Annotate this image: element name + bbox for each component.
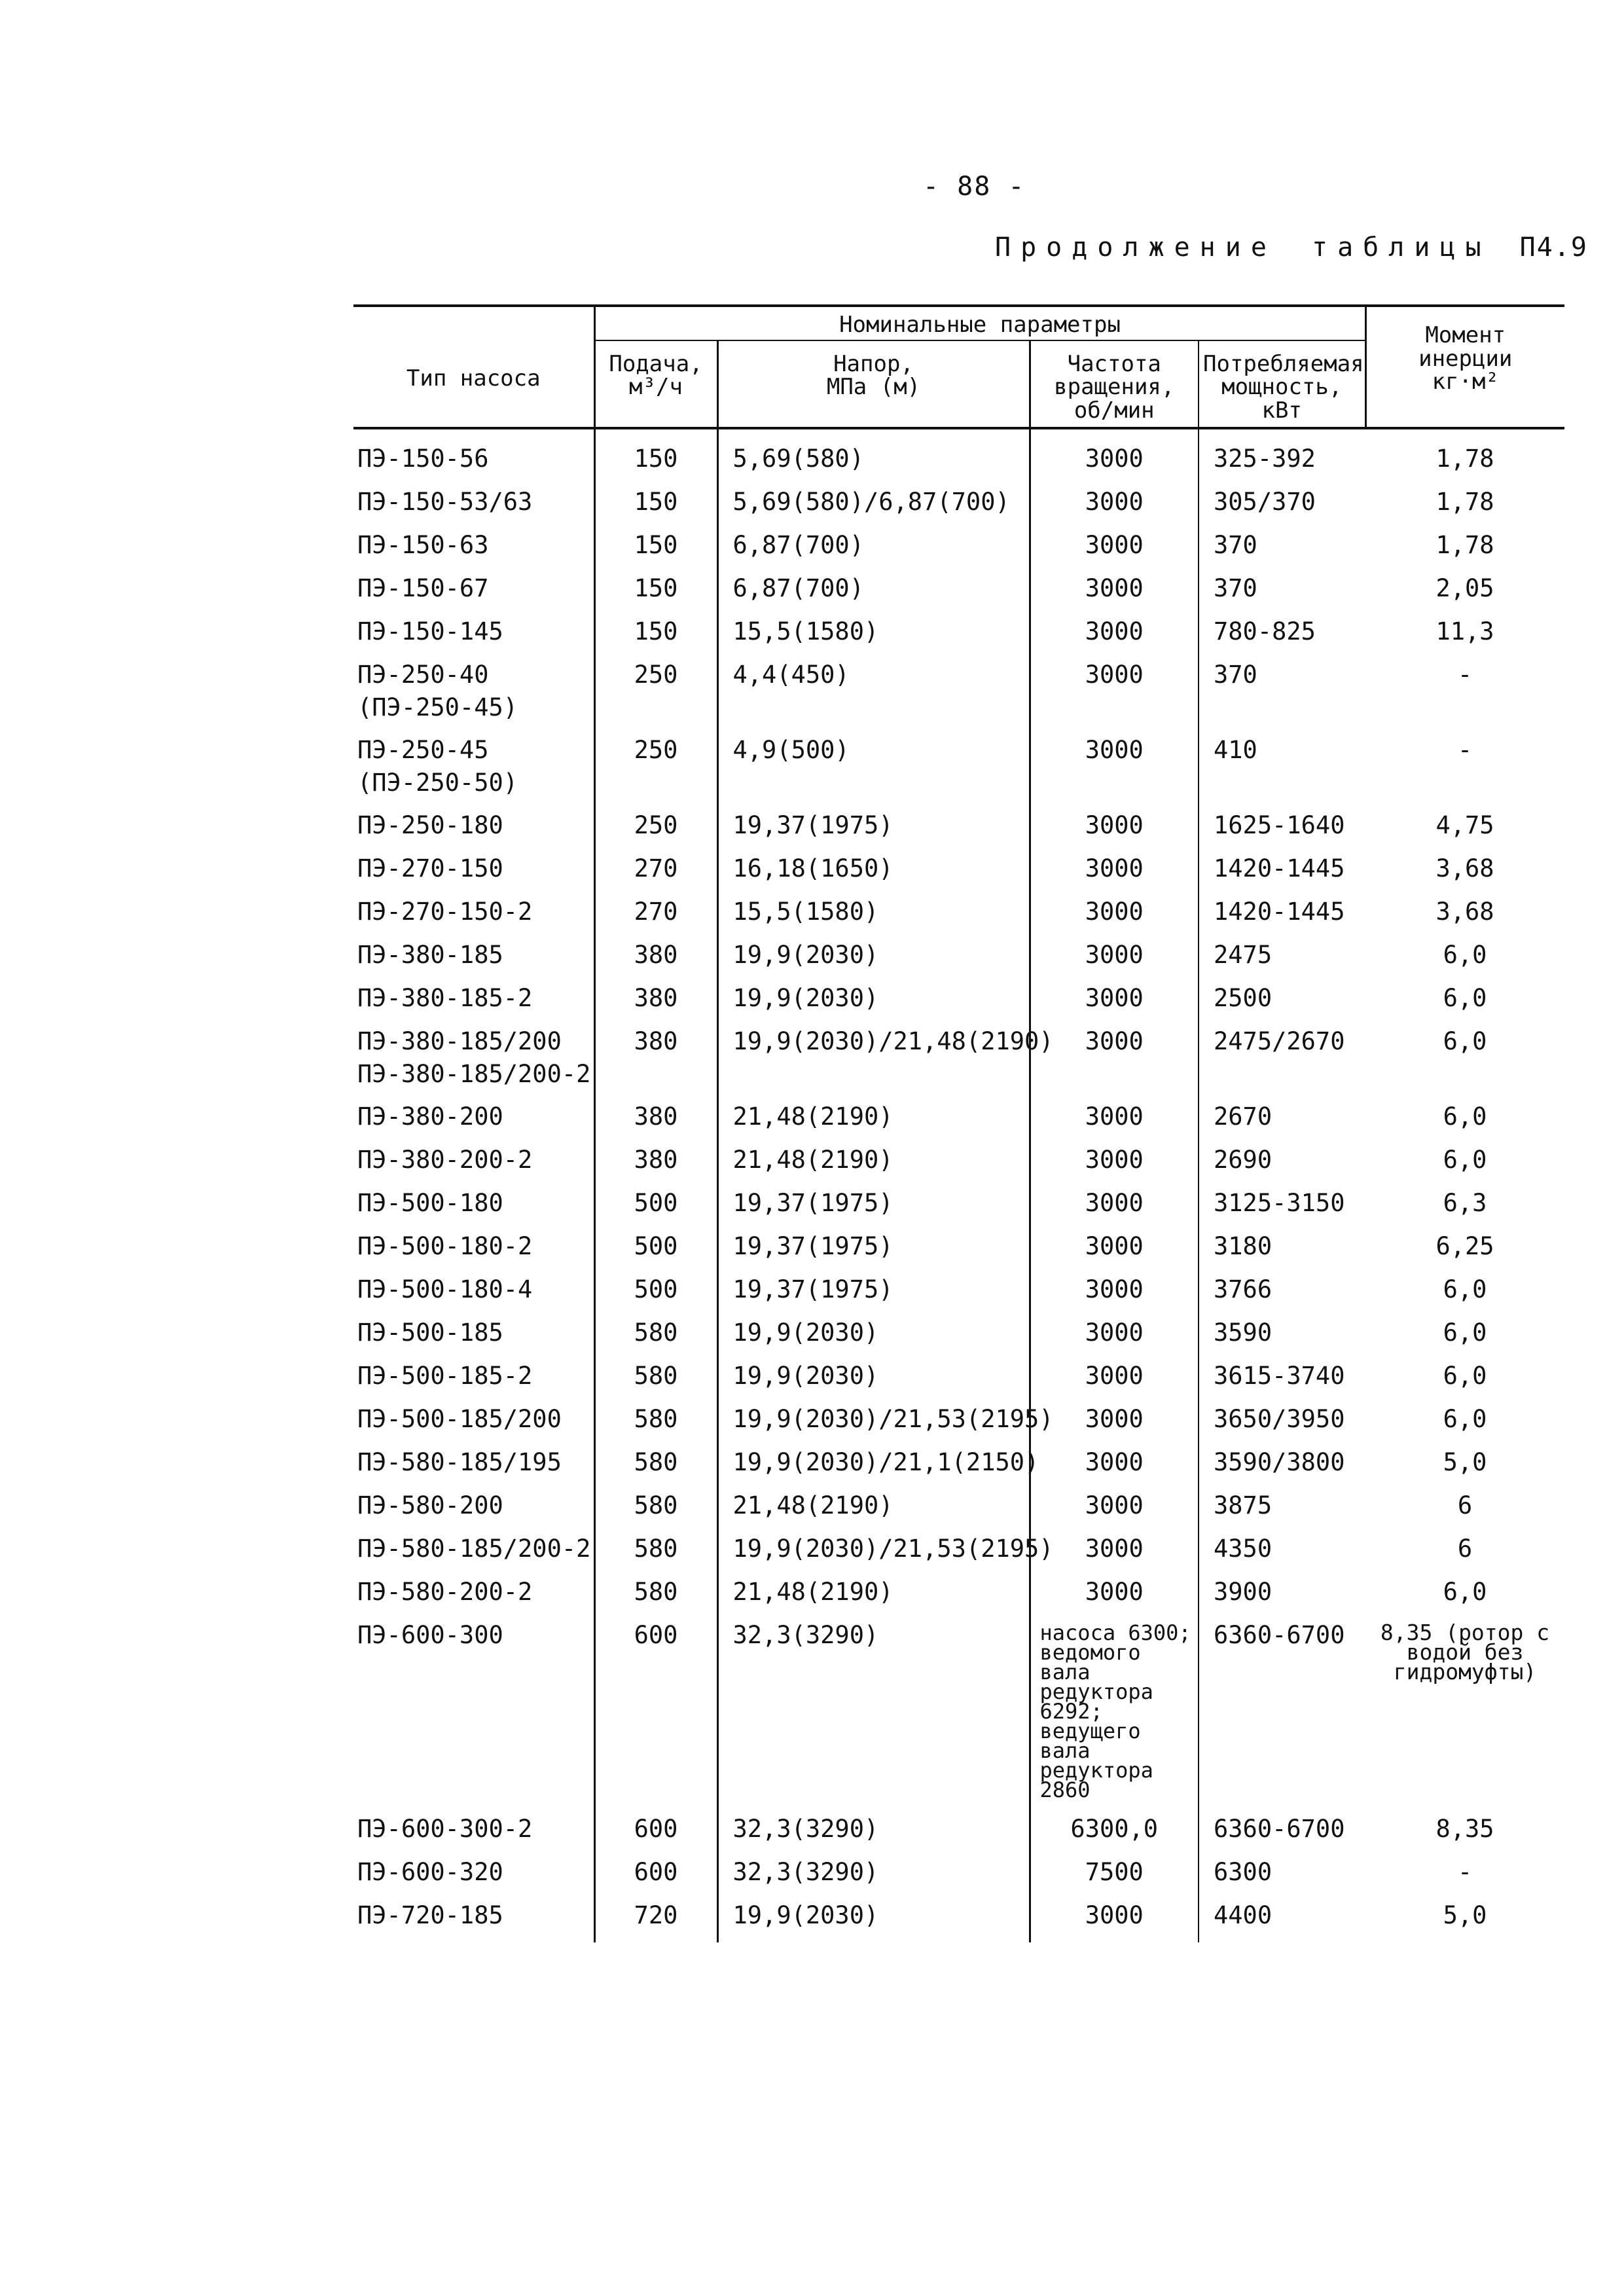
cell-speed: 3000 bbox=[1030, 982, 1199, 1025]
cell-head: 19,9(2030) bbox=[717, 939, 1030, 982]
cell-inertia: - bbox=[1457, 660, 1473, 689]
pump-type-name: ПЭ-600-300-2 bbox=[357, 1814, 533, 1843]
cell-pump-type bbox=[353, 939, 594, 982]
cell-pump-type bbox=[353, 572, 594, 615]
cell-power: 370 bbox=[1214, 573, 1257, 602]
table-row bbox=[353, 1856, 1564, 1899]
cell-head: 19,37(1975) bbox=[717, 1230, 1030, 1273]
cell-pump-type bbox=[353, 486, 594, 529]
cell-speed: насоса 6300; ведомого вала редуктора 6292; ведущего вала редуктора 2860 bbox=[1030, 1619, 1199, 1813]
cell-flow: 150 bbox=[594, 615, 717, 659]
cell-flow: 580 bbox=[594, 1489, 717, 1533]
cell-power: 1420-1445 bbox=[1214, 897, 1345, 926]
pump-type-name: ПЭ-270-150-2 bbox=[357, 897, 533, 926]
cell-power: 6300 bbox=[1214, 1857, 1272, 1886]
cell-inertia: - bbox=[1457, 1857, 1473, 1886]
cell-head: 19,37(1975) bbox=[717, 1187, 1030, 1230]
cell-inertia: 6,25 bbox=[1435, 1231, 1494, 1260]
cell-head: 4,9(500) bbox=[717, 734, 1030, 809]
cell-flow: 580 bbox=[594, 1533, 717, 1576]
cell-speed: 3000 bbox=[1030, 852, 1199, 896]
cell-power: 325-392 bbox=[1214, 444, 1316, 473]
table-row bbox=[353, 1533, 1564, 1576]
header-pump-type: Тип насоса bbox=[353, 306, 594, 428]
cell-flow: 270 bbox=[594, 852, 717, 896]
cell-head: 5,69(580)/6,87(700) bbox=[717, 486, 1030, 529]
pump-type-name: ПЭ-250-40 bbox=[357, 660, 489, 689]
cell-head: 19,9(2030) bbox=[717, 982, 1030, 1025]
pump-type-alt-name: (ПЭ-250-45) bbox=[357, 693, 518, 721]
pump-type-name: ПЭ-150-53/63 bbox=[357, 487, 533, 516]
table-row bbox=[353, 734, 1564, 809]
cell-flow: 580 bbox=[594, 1317, 717, 1360]
pump-type-name: ПЭ-250-45 bbox=[357, 735, 489, 764]
pump-type-name: ПЭ-150-56 bbox=[357, 444, 489, 473]
cell-inertia: 6,0 bbox=[1443, 1027, 1487, 1055]
table-row bbox=[353, 1187, 1564, 1230]
table-row bbox=[353, 1101, 1564, 1144]
cell-inertia: 6,0 bbox=[1443, 1275, 1487, 1303]
cell-head: 32,3(3290) bbox=[717, 1813, 1030, 1856]
cell-pump-type bbox=[353, 1533, 594, 1576]
cell-pump-type bbox=[353, 1899, 594, 1942]
cell-speed: 3000 bbox=[1030, 1230, 1199, 1273]
table-row bbox=[353, 1813, 1564, 1856]
cell-speed: 6300,0 bbox=[1030, 1813, 1199, 1856]
cell-power: 3125-3150 bbox=[1214, 1188, 1345, 1217]
cell-power: 3590 bbox=[1214, 1318, 1272, 1347]
pump-type-name: ПЭ-580-185/195 bbox=[357, 1447, 562, 1476]
cell-speed: 3000 bbox=[1030, 1489, 1199, 1533]
cell-inertia: 6,3 bbox=[1443, 1188, 1487, 1217]
pump-type-name: ПЭ-580-200 bbox=[357, 1491, 503, 1519]
continuation-table-word: таблицы bbox=[1312, 232, 1491, 263]
header-nominal-parameters: Номинальные параметры bbox=[594, 306, 1365, 340]
header-head-unit: МПа (м) bbox=[826, 374, 921, 401]
cell-flow: 150 bbox=[594, 572, 717, 615]
cell-power: 3900 bbox=[1214, 1577, 1272, 1606]
cell-head: 19,9(2030) bbox=[717, 1317, 1030, 1360]
table-row bbox=[353, 572, 1564, 615]
cell-flow: 380 bbox=[594, 1101, 717, 1144]
cell-power: 370 bbox=[1214, 530, 1257, 559]
table-row bbox=[353, 1273, 1564, 1317]
header-speed-unit: об/мин bbox=[1074, 397, 1155, 424]
table-continuation-caption bbox=[995, 232, 1588, 263]
cell-head: 4,4(450) bbox=[717, 659, 1030, 734]
cell-power: 4400 bbox=[1214, 1901, 1272, 1929]
cell-speed: 3000 bbox=[1030, 1403, 1199, 1446]
pump-type-name: ПЭ-250-180 bbox=[357, 810, 503, 839]
cell-pump-type bbox=[353, 529, 594, 572]
cell-speed: 3000 bbox=[1030, 939, 1199, 982]
cell-power: 2475 bbox=[1214, 940, 1272, 969]
table-row bbox=[353, 1025, 1564, 1101]
cell-inertia: 5,0 bbox=[1443, 1447, 1487, 1476]
cell-pump-type bbox=[353, 1576, 594, 1619]
cell-head: 32,3(3290) bbox=[717, 1619, 1030, 1813]
cell-speed: 3000 bbox=[1030, 1360, 1199, 1403]
cell-flow: 580 bbox=[594, 1360, 717, 1403]
cell-pump-type bbox=[353, 896, 594, 939]
cell-speed: 3000 bbox=[1030, 1273, 1199, 1317]
cell-power: 3875 bbox=[1214, 1491, 1272, 1519]
cell-pump-type bbox=[353, 734, 594, 809]
cell-power: 6360-6700 bbox=[1214, 1620, 1345, 1649]
cell-speed: 3000 bbox=[1030, 486, 1199, 529]
cell-inertia: - bbox=[1457, 735, 1473, 764]
continuation-word: Продолжение bbox=[995, 232, 1276, 263]
cell-head: 19,9(2030)/21,48(2190) bbox=[717, 1025, 1030, 1101]
table-row bbox=[353, 529, 1564, 572]
cell-inertia: 3,68 bbox=[1435, 854, 1494, 882]
cell-pump-type bbox=[353, 1187, 594, 1230]
cell-flow: 500 bbox=[594, 1273, 717, 1317]
page-number: - 88 - bbox=[923, 172, 1026, 202]
cell-head: 19,9(2030)/21,53(2195) bbox=[717, 1533, 1030, 1576]
header-head bbox=[717, 340, 1030, 428]
cell-flow: 380 bbox=[594, 982, 717, 1025]
cell-flow: 580 bbox=[594, 1576, 717, 1619]
cell-inertia: 6,0 bbox=[1443, 1318, 1487, 1347]
pump-type-name: ПЭ-580-185/200-2 bbox=[357, 1534, 591, 1563]
cell-speed: 3000 bbox=[1030, 529, 1199, 572]
header-power-unit: кВт bbox=[1261, 397, 1302, 424]
cell-flow: 150 bbox=[594, 428, 717, 486]
cell-power: 6360-6700 bbox=[1214, 1814, 1345, 1843]
cell-head: 15,5(1580) bbox=[717, 615, 1030, 659]
cell-flow: 150 bbox=[594, 486, 717, 529]
cell-head: 6,87(700) bbox=[717, 529, 1030, 572]
header-flow bbox=[594, 340, 717, 428]
table-number: П4.9 bbox=[1519, 232, 1588, 263]
cell-flow: 580 bbox=[594, 1446, 717, 1489]
cell-inertia: 8,35 bbox=[1435, 1814, 1494, 1843]
cell-speed: 3000 bbox=[1030, 1187, 1199, 1230]
pump-type-name: ПЭ-720-185 bbox=[357, 1901, 503, 1929]
pump-parameters-table bbox=[353, 304, 1564, 1942]
cell-power: 1625-1640 bbox=[1214, 810, 1345, 839]
cell-power: 2500 bbox=[1214, 983, 1272, 1012]
cell-inertia: 1,78 bbox=[1435, 530, 1494, 559]
cell-pump-type bbox=[353, 615, 594, 659]
header-speed-line2: вращения, bbox=[1054, 374, 1175, 401]
cell-pump-type bbox=[353, 1273, 594, 1317]
cell-head: 21,48(2190) bbox=[717, 1101, 1030, 1144]
cell-flow: 580 bbox=[594, 1403, 717, 1446]
cell-head: 21,48(2190) bbox=[717, 1144, 1030, 1187]
cell-power: 305/370 bbox=[1214, 487, 1316, 516]
cell-pump-type bbox=[353, 428, 594, 486]
cell-speed: 3000 bbox=[1030, 1144, 1199, 1187]
pump-type-name: ПЭ-150-67 bbox=[357, 573, 489, 602]
table-row bbox=[353, 615, 1564, 659]
table-row bbox=[353, 1317, 1564, 1360]
pump-type-name: ПЭ-600-300 bbox=[357, 1620, 503, 1649]
header-speed bbox=[1030, 340, 1199, 428]
cell-head: 19,37(1975) bbox=[717, 809, 1030, 852]
cell-speed: 3000 bbox=[1030, 1101, 1199, 1144]
cell-pump-type bbox=[353, 1025, 594, 1101]
cell-head: 32,3(3290) bbox=[717, 1856, 1030, 1899]
header-inertia-line2: инерции bbox=[1418, 345, 1513, 372]
cell-flow: 600 bbox=[594, 1856, 717, 1899]
cell-head: 6,87(700) bbox=[717, 572, 1030, 615]
table-row bbox=[353, 1360, 1564, 1403]
table-row bbox=[353, 1619, 1564, 1813]
cell-pump-type bbox=[353, 659, 594, 734]
cell-inertia: 6 bbox=[1457, 1534, 1473, 1563]
cell-pump-type bbox=[353, 1360, 594, 1403]
cell-head: 19,9(2030)/21,53(2195) bbox=[717, 1403, 1030, 1446]
cell-inertia: 6,0 bbox=[1443, 1145, 1487, 1174]
cell-speed: 3000 bbox=[1030, 572, 1199, 615]
header-inertia-line1: Момент bbox=[1425, 322, 1506, 348]
cell-inertia: 6 bbox=[1457, 1491, 1473, 1519]
pump-type-name: ПЭ-380-185 bbox=[357, 940, 503, 969]
cell-speed: 3000 bbox=[1030, 659, 1199, 734]
table-header bbox=[353, 306, 1564, 428]
cell-speed: 3000 bbox=[1030, 809, 1199, 852]
header-power-line2: мощность, bbox=[1221, 374, 1343, 401]
cell-inertia: 4,75 bbox=[1435, 810, 1494, 839]
table-row bbox=[353, 1489, 1564, 1533]
cell-pump-type bbox=[353, 1446, 594, 1489]
cell-pump-type bbox=[353, 1101, 594, 1144]
cell-inertia: 6,0 bbox=[1443, 940, 1487, 969]
cell-flow: 720 bbox=[594, 1899, 717, 1942]
pump-type-name: ПЭ-270-150 bbox=[357, 854, 503, 882]
table-row bbox=[353, 1144, 1564, 1187]
cell-speed: 7500 bbox=[1030, 1856, 1199, 1899]
cell-head: 21,48(2190) bbox=[717, 1576, 1030, 1619]
pump-type-name: ПЭ-500-185-2 bbox=[357, 1361, 533, 1390]
cell-pump-type bbox=[353, 1856, 594, 1899]
cell-inertia: 1,78 bbox=[1435, 444, 1494, 473]
cell-pump-type bbox=[353, 1813, 594, 1856]
cell-head: 16,18(1650) bbox=[717, 852, 1030, 896]
cell-speed: 3000 bbox=[1030, 734, 1199, 809]
cell-head: 19,9(2030)/21,1(2150) bbox=[717, 1446, 1030, 1489]
cell-pump-type bbox=[353, 1619, 594, 1813]
cell-inertia: 2,05 bbox=[1435, 573, 1494, 602]
table-row bbox=[353, 896, 1564, 939]
cell-power: 3590/3800 bbox=[1214, 1447, 1345, 1476]
cell-inertia: 5,0 bbox=[1443, 1901, 1487, 1929]
cell-power: 370 bbox=[1214, 660, 1257, 689]
table-row bbox=[353, 1899, 1564, 1942]
header-speed-line1: Частота bbox=[1067, 350, 1161, 377]
table-row bbox=[353, 809, 1564, 852]
cell-power: 410 bbox=[1214, 735, 1257, 764]
cell-power: 3180 bbox=[1214, 1231, 1272, 1260]
cell-speed: 3000 bbox=[1030, 428, 1199, 486]
pump-type-name: ПЭ-500-180 bbox=[357, 1188, 503, 1217]
cell-speed: 3000 bbox=[1030, 615, 1199, 659]
cell-power: 2690 bbox=[1214, 1145, 1272, 1174]
cell-inertia: 6,0 bbox=[1443, 983, 1487, 1012]
cell-head: 19,9(2030) bbox=[717, 1899, 1030, 1942]
cell-pump-type bbox=[353, 1489, 594, 1533]
cell-pump-type bbox=[353, 982, 594, 1025]
cell-inertia: 6,0 bbox=[1443, 1102, 1487, 1131]
cell-flow: 500 bbox=[594, 1230, 717, 1273]
cell-inertia: 6,0 bbox=[1443, 1361, 1487, 1390]
table-row bbox=[353, 1230, 1564, 1273]
cell-power: 780-825 bbox=[1214, 617, 1316, 646]
cell-inertia: 6,0 bbox=[1443, 1577, 1487, 1606]
cell-speed: 3000 bbox=[1030, 1899, 1199, 1942]
cell-pump-type bbox=[353, 852, 594, 896]
table-row bbox=[353, 428, 1564, 486]
cell-inertia: 3,68 bbox=[1435, 897, 1494, 926]
cell-pump-type bbox=[353, 1230, 594, 1273]
pump-type-name: ПЭ-600-320 bbox=[357, 1857, 503, 1886]
header-moment-of-inertia bbox=[1365, 306, 1564, 428]
cell-speed: 3000 bbox=[1030, 1317, 1199, 1360]
cell-flow: 600 bbox=[594, 1813, 717, 1856]
cell-pump-type bbox=[353, 1144, 594, 1187]
pump-type-name: ПЭ-500-185/200 bbox=[357, 1404, 562, 1433]
table-row bbox=[353, 1576, 1564, 1619]
cell-inertia: 6,0 bbox=[1443, 1404, 1487, 1433]
pump-type-name: ПЭ-380-185-2 bbox=[357, 983, 533, 1012]
cell-power: 2670 bbox=[1214, 1102, 1272, 1131]
table-row bbox=[353, 982, 1564, 1025]
cell-power: 3650/3950 bbox=[1214, 1404, 1345, 1433]
cell-speed: 3000 bbox=[1030, 896, 1199, 939]
table-body bbox=[353, 428, 1564, 1942]
cell-flow: 150 bbox=[594, 529, 717, 572]
pump-type-alt-name: (ПЭ-250-50) bbox=[357, 768, 518, 797]
cell-inertia: 8,35 (ротор с водой без гидромуфты) bbox=[1380, 1619, 1550, 1684]
table-row bbox=[353, 659, 1564, 734]
cell-head: 5,69(580) bbox=[717, 428, 1030, 486]
cell-flow: 270 bbox=[594, 896, 717, 939]
cell-speed: 3000 bbox=[1030, 1446, 1199, 1489]
pump-type-name: ПЭ-150-63 bbox=[357, 530, 489, 559]
pump-type-name: ПЭ-500-180-2 bbox=[357, 1231, 533, 1260]
cell-speed: 3000 bbox=[1030, 1576, 1199, 1619]
cell-head: 19,37(1975) bbox=[717, 1273, 1030, 1317]
cell-power: 3766 bbox=[1214, 1275, 1272, 1303]
cell-flow: 250 bbox=[594, 659, 717, 734]
table-row bbox=[353, 852, 1564, 896]
cell-head: 21,48(2190) bbox=[717, 1489, 1030, 1533]
cell-power: 2475/2670 bbox=[1214, 1027, 1345, 1055]
cell-flow: 380 bbox=[594, 1144, 717, 1187]
cell-power: 4350 bbox=[1214, 1534, 1272, 1563]
cell-head: 19,9(2030) bbox=[717, 1360, 1030, 1403]
cell-flow: 380 bbox=[594, 1025, 717, 1101]
header-flow-unit: м³/ч bbox=[629, 374, 683, 401]
cell-head: 15,5(1580) bbox=[717, 896, 1030, 939]
cell-pump-type bbox=[353, 1403, 594, 1446]
header-flow-line1: Подача, bbox=[609, 350, 703, 377]
table-row bbox=[353, 1403, 1564, 1446]
cell-pump-type bbox=[353, 1317, 594, 1360]
header-inertia-unit: кг·м² bbox=[1432, 369, 1499, 395]
table-row bbox=[353, 486, 1564, 529]
header-power-line1: Потребляемая bbox=[1203, 350, 1364, 377]
header-power bbox=[1199, 340, 1365, 428]
header-head-line1: Напор, bbox=[833, 350, 914, 377]
cell-flow: 250 bbox=[594, 734, 717, 809]
cell-flow: 380 bbox=[594, 939, 717, 982]
cell-speed: 3000 bbox=[1030, 1533, 1199, 1576]
pump-type-name: ПЭ-580-200-2 bbox=[357, 1577, 533, 1606]
table-row bbox=[353, 1446, 1564, 1489]
pump-type-alt-name: ПЭ-380-185/200-2 bbox=[357, 1059, 591, 1088]
cell-flow: 250 bbox=[594, 809, 717, 852]
pump-type-name: ПЭ-500-185 bbox=[357, 1318, 503, 1347]
pump-type-name: ПЭ-500-180-4 bbox=[357, 1275, 533, 1303]
cell-pump-type bbox=[353, 809, 594, 852]
pump-type-name: ПЭ-150-145 bbox=[357, 617, 503, 646]
cell-inertia: 1,78 bbox=[1435, 487, 1494, 516]
pump-type-name: ПЭ-380-200 bbox=[357, 1102, 503, 1131]
cell-flow: 600 bbox=[594, 1619, 717, 1813]
cell-power: 1420-1445 bbox=[1214, 854, 1345, 882]
cell-speed: 3000 bbox=[1030, 1025, 1199, 1101]
pump-type-name: ПЭ-380-185/200 bbox=[357, 1027, 562, 1055]
pump-type-name: ПЭ-380-200-2 bbox=[357, 1145, 533, 1174]
cell-inertia: 11,3 bbox=[1435, 617, 1494, 646]
cell-power: 3615-3740 bbox=[1214, 1361, 1345, 1390]
table-row bbox=[353, 939, 1564, 982]
cell-flow: 500 bbox=[594, 1187, 717, 1230]
